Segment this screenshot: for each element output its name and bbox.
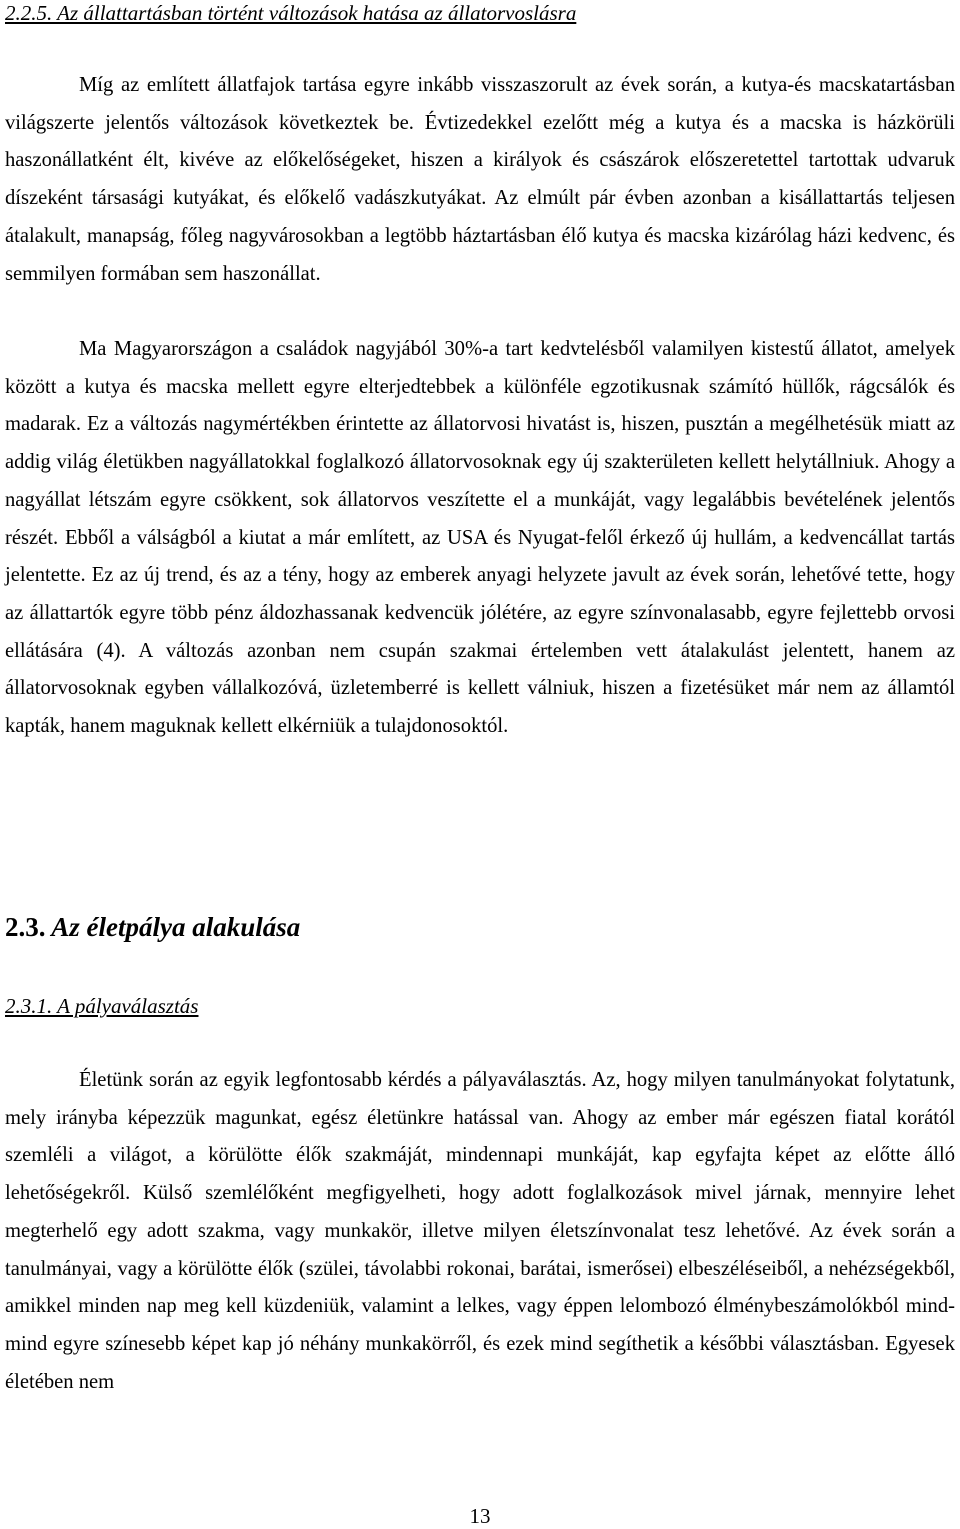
section-heading-2-3-1: 2.3.1. A pályaválasztás bbox=[5, 994, 199, 1018]
paragraph-pet-keeping-changes: Míg az említett állatfajok tartása egyre inkább visszaszorult az évek során, a kutya-és macskatartásban világszerte jelentős változások következtek be. Évtizedekkel ezelőtt még a kutya és a macska is házkörüli haszonállatként élt, kivéve az előkelőségeket, hiszen a királyok és császárok előszeretettel tartottak udvaruk díszeként társasági kutyákat, és előkelő vadászkutyákat. Az elmúlt pár évben azonban a kisállattartás teljesen átalakult, manapság, főleg nagyvárosokban a legtöbb háztartásban élő kutya és macska kizárólag házi kedvenc, és semmilyen formában sem haszonállat. bbox=[5, 74, 955, 285]
paragraph-career-choice: Életünk során az egyik legfontosabb kérdés a pályaválasztás. Az, hogy milyen tanulmányokat folytatunk, mely irányba képezzük magunkat, egész életünkre hatással van. Ahogy az ember már egészen fiatal korától szemléli a világot, a körülötte élők szakmáját, mindennapi munkáját, kap egyfajta képet az előtte álló lehetőségekről. Külső szemlélőként megfigyelheti, hogy adott foglalkozások mivel járnak, mennyire lehet megterhelő egy adott szakma, vagy munkakör, illetve milyen életszínvonalat tesz lehetővé. Az évek során a tanulmányai, vagy a körülötte élők (szülei, távolabbi rokonai, barátai, ismerősei) elbeszéléseiből, a nehézségekből, amikkel minden nap meg kell küzdeniük, valamint a lelkes, vagy éppen lelombozó élménybeszámolókból mind-mind egyre színesebb képet kap jó néhány munkakörről, és ezek mind segíthetik a későbbi választásban. Egyesek életében nem bbox=[5, 1069, 955, 1393]
section-title: Az életpálya alakulása bbox=[51, 912, 301, 942]
section-heading-2-3 bbox=[5, 911, 300, 943]
page-number: 13 bbox=[469, 1504, 491, 1528]
section-number: 2.3. bbox=[5, 912, 46, 942]
section-heading-2-2-5: 2.2.5. Az állattartásban történt változások hatása az állatorvoslásra bbox=[5, 1, 577, 25]
paragraph-veterinary-profession: Ma Magyarországon a családok nagyjából 30%-a tart kedvtelésből valamilyen kistestű állatot, amelyek között a kutya és macska mellett egyre elterjedtebbek a különféle egzotikusnak számító hüllők, rágcsálók és madarak. Ez a változás nagymértékben érintette az állatorvosi hivatást is, hiszen, pusztán a megélhetésük miatt az addig világ életükben nagyállatokkal foglalkozó állatorvosoknak egy új szakterületen kellett helytállniuk. Ahogy a nagyállat létszám egyre csökkent, sok állatorvos veszítette el a munkáját, vagy legalábbis bevételének jelentős részét. Ebből a válságból a kiutat a már említett, az USA és Nyugat-felől érkező új hullám, a kedvencállat tartás jelentette. Ez az új trend, és az a tény, hogy az emberek anyagi helyzete javult az évek során, lehetővé tette, hogy az állattartók egyre több pénz áldozhassanak kedvencük jólétére, az egyre színvonalasabb, egyre fejlettebb orvosi ellátására (4). A változás azonban nem csupán szakmai értelemben vett átalakulást jelentett, hanem az állatorvosoknak egyben vállalkozóvá, üzletemberré is kellett válniuk, hiszen a fizetésüket már nem az államtól kapták, hanem maguknak kellett elkérniük a tulajdonosoktól. bbox=[5, 338, 955, 738]
